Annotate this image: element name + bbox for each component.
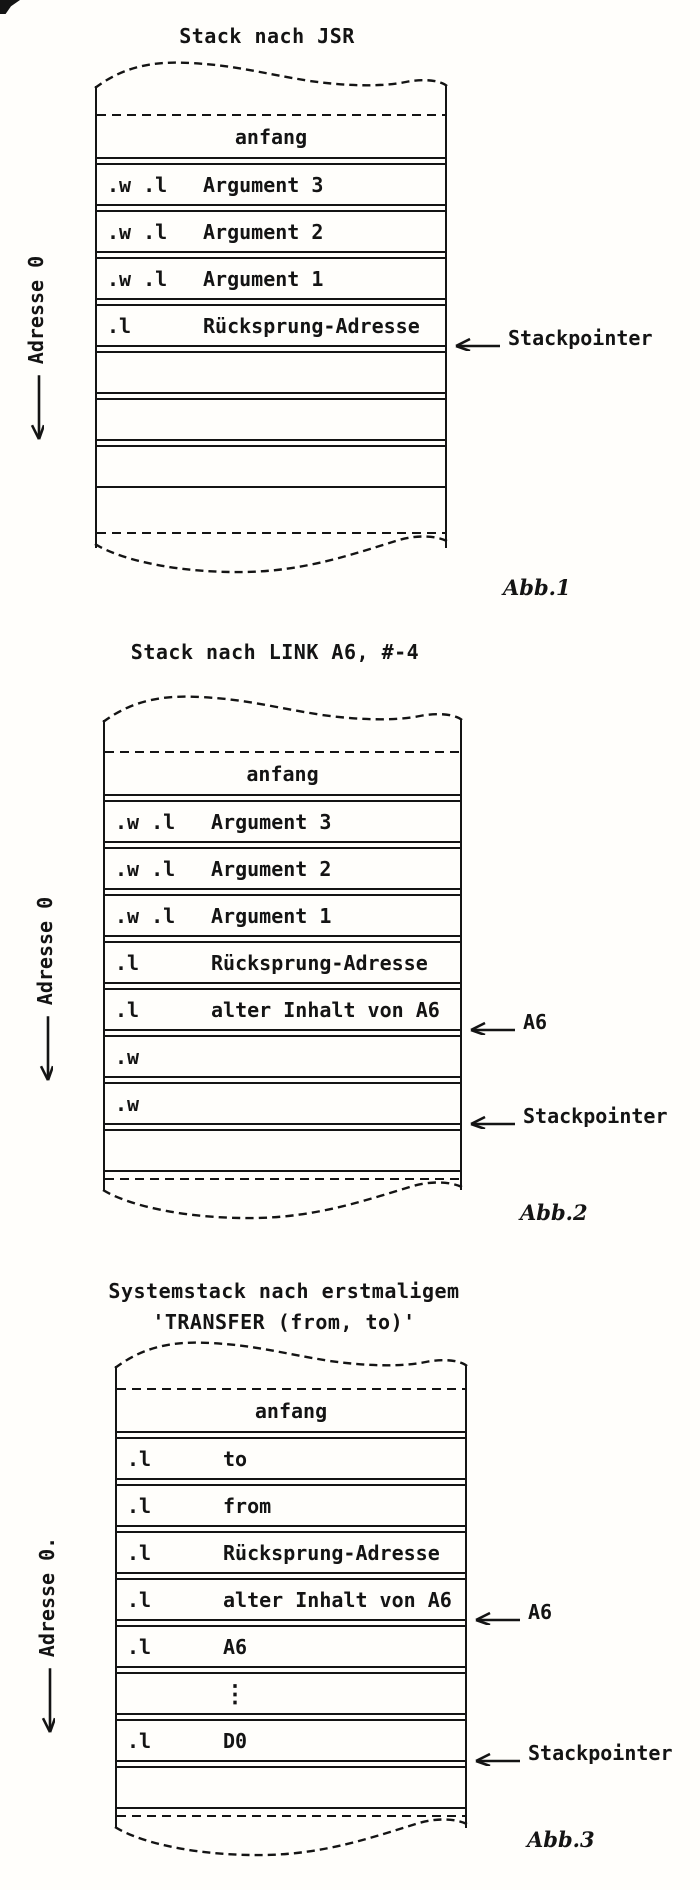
address-axis-text: Adresse 0. — [35, 1536, 59, 1658]
size-prefix: .l — [127, 1634, 152, 1659]
row-pointer — [466, 1009, 547, 1035]
figure-caption: Abb.2 — [520, 1200, 588, 1225]
size-prefix: .w .l — [107, 172, 168, 197]
stack-row — [117, 1578, 465, 1621]
pointer-label: A6 — [523, 1010, 548, 1034]
size-prefix: .w .l — [115, 856, 176, 881]
row-label: Argument 3 — [203, 172, 324, 197]
figure-caption: Abb.3 — [527, 1827, 595, 1852]
row-label: to — [223, 1446, 248, 1471]
figure-title — [108, 1276, 459, 1338]
pointer-label: A6 — [528, 1600, 553, 1624]
left-arrow-icon — [466, 1009, 516, 1035]
figure-title-line: Stack nach LINK A6, #-4 — [130, 640, 420, 664]
row-label: alter Inhalt von A6 — [211, 997, 440, 1022]
stack-row — [105, 1082, 460, 1125]
stack-row-empty — [105, 1129, 460, 1172]
stack-bottom-gap — [97, 492, 445, 532]
stack-column — [103, 720, 462, 1190]
stack-row — [97, 210, 445, 253]
row-label: anfang — [234, 124, 308, 149]
figure-title — [179, 21, 355, 52]
row-label: anfang — [254, 1398, 328, 1423]
pointer-label: Stackpointer — [523, 1104, 668, 1128]
address-axis-text: Adresse 0 — [33, 896, 57, 1006]
row-label: A6 — [223, 1634, 248, 1659]
size-prefix: .w — [115, 1044, 140, 1069]
row-label: anfang — [246, 761, 319, 786]
down-arrow-icon — [39, 1667, 55, 1737]
stack-row-empty — [117, 1766, 465, 1809]
figure-title — [131, 637, 419, 668]
size-prefix: .l — [115, 997, 140, 1022]
stack-row — [97, 163, 445, 206]
stack-row — [117, 1531, 465, 1574]
stack-row-empty — [97, 398, 445, 441]
stack-row — [105, 894, 460, 937]
address-axis-label — [24, 256, 48, 444]
row-label: Rücksprung-Adresse — [223, 1540, 440, 1565]
row-pointer — [451, 325, 653, 351]
stack-top-gap — [97, 86, 445, 114]
size-prefix: .w .l — [107, 219, 168, 244]
row-label: Rücksprung-Adresse — [211, 950, 428, 975]
stack-column — [95, 86, 447, 548]
size-prefix: .l — [127, 1446, 152, 1471]
left-arrow-icon — [451, 325, 501, 351]
size-prefix: .w .l — [115, 903, 176, 928]
stack-row — [117, 1625, 465, 1668]
size-prefix: .l — [127, 1728, 152, 1753]
stack-row — [117, 1390, 465, 1433]
row-label: ⋮ — [223, 1679, 247, 1708]
pointer-label: Stackpointer — [528, 1741, 673, 1765]
stack-top-gap — [117, 1366, 465, 1388]
row-label: D0 — [223, 1728, 248, 1753]
stack-row — [105, 941, 460, 984]
row-label: Argument 1 — [211, 903, 332, 928]
figure-caption: Abb.1 — [503, 575, 571, 600]
stack-row — [97, 116, 445, 159]
row-label: Argument 3 — [211, 809, 332, 834]
row-label: from — [223, 1493, 272, 1518]
address-axis-text: Adresse 0 — [24, 255, 48, 365]
row-pointer — [471, 1599, 552, 1625]
stack-row — [105, 1035, 460, 1078]
row-label: Argument 1 — [203, 266, 324, 291]
dashed-boundary-bottom — [105, 1178, 460, 1180]
stack-top-gap — [105, 720, 460, 751]
figure-title-line: Stack nach JSR — [179, 24, 355, 48]
stack-row — [117, 1484, 465, 1527]
row-label: Rücksprung-Adresse — [203, 313, 420, 338]
left-arrow-icon — [471, 1740, 521, 1766]
stack-row — [117, 1437, 465, 1480]
size-prefix: .w .l — [115, 809, 176, 834]
scan-artifact — [0, 0, 20, 14]
size-prefix: .w .l — [107, 266, 168, 291]
stack-row — [117, 1672, 465, 1715]
stack-row — [105, 988, 460, 1031]
address-axis-label — [33, 897, 57, 1085]
dashed-boundary-bottom — [117, 1815, 465, 1817]
pointer-label: Stackpointer — [508, 326, 653, 350]
stack-row-empty — [97, 351, 445, 394]
left-arrow-icon — [471, 1599, 521, 1625]
left-arrow-icon — [466, 1103, 516, 1129]
size-prefix: .l — [127, 1540, 152, 1565]
stack-row — [105, 800, 460, 843]
stack-row — [117, 1719, 465, 1762]
stack-column — [115, 1366, 467, 1828]
stack-row — [97, 257, 445, 300]
down-arrow-icon — [37, 1015, 53, 1085]
row-label: Argument 2 — [211, 856, 332, 881]
size-prefix: .l — [127, 1587, 152, 1612]
size-prefix: .w — [115, 1091, 140, 1116]
row-pointer — [466, 1103, 668, 1129]
down-arrow-icon — [28, 374, 44, 444]
size-prefix: .l — [127, 1493, 152, 1518]
figure-title-line: 'TRANSFER (from, to)' — [152, 1310, 416, 1334]
size-prefix: .l — [115, 950, 140, 975]
size-prefix: .l — [107, 313, 132, 338]
stack-row — [105, 753, 460, 796]
figure-title-line: Systemstack nach erstmaligem — [108, 1279, 460, 1303]
stack-row — [97, 304, 445, 347]
address-axis-label — [35, 1537, 59, 1737]
row-label: alter Inhalt von A6 — [223, 1587, 452, 1612]
dashed-boundary-bottom — [97, 532, 445, 534]
stack-row — [105, 847, 460, 890]
stack-row-empty — [97, 445, 445, 488]
row-pointer — [471, 1740, 673, 1766]
row-label: Argument 2 — [203, 219, 324, 244]
